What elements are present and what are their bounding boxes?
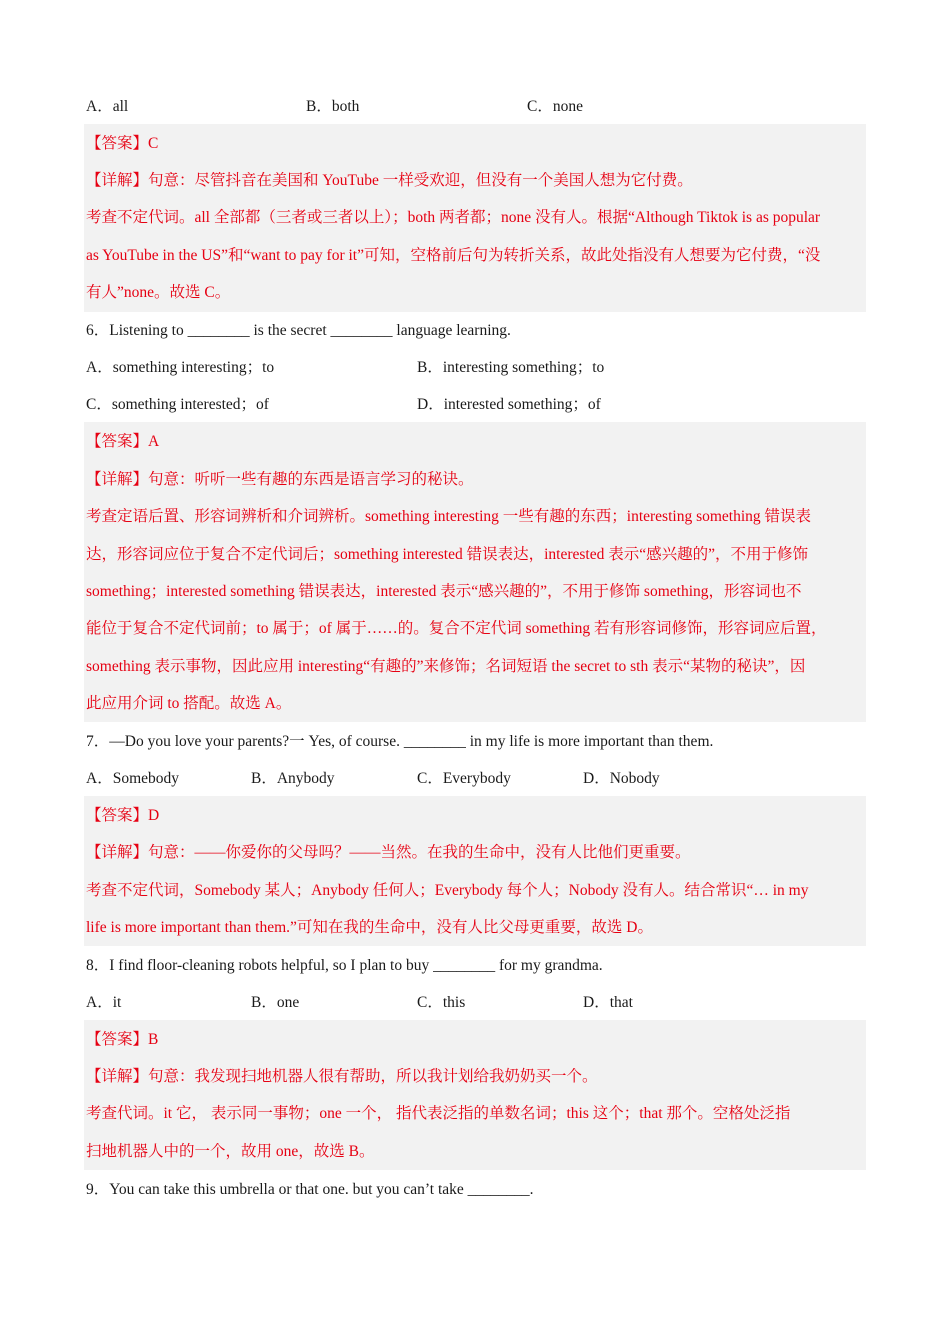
q5-detail-line-1: 【详解】句意：尽管抖音在美国和 YouTube 一样受欢迎，但没有一个美国人想为它付费。 — [86, 172, 693, 189]
q7-detail-line-2: 考查不定代词，Somebody 某人；Anybody 任何人；Everybody 每个人；Nobody 没有人。结合常识“… in my — [86, 882, 809, 899]
q8-detail-line-2: 考查代词。it 它， 表示同一事物；one 一个， 指代表泛指的单数名词；this 这个；that 那个。空格处泛指 — [86, 1105, 791, 1122]
q6-option-a: A．something interesting；to — [86, 359, 275, 376]
q5-detail-line-2: 考查不定代词。all 全部都（三者或三者以上）；both 两者都；none 没有人。根据“Although Tiktok is as popular — [86, 209, 821, 226]
q6-detail-line-2: 考查定语后置、形容词辨析和介词辨析。something interesting 一些有趣的东西；interesting something 错误表 — [86, 508, 812, 525]
q6-option-b: B．interesting something；to — [417, 359, 605, 376]
q5-option-b: B．both — [306, 98, 360, 115]
q7-answer: 【答案】D — [86, 807, 160, 824]
q5-detail-line-4: 有人”none。故选 C。 — [86, 284, 231, 301]
q8-option-d: D．that — [583, 994, 633, 1011]
q6-option-c: C．something interested；of — [86, 396, 269, 413]
q8-stem: 8．I find floor-cleaning robots helpful, so I plan to buy ________ for my grandma. — [86, 957, 603, 974]
q7-option-d: D．Nobody — [583, 770, 660, 787]
q6-stem: 6．Listening to ________ is the secret ________ language learning. — [86, 322, 511, 339]
q7-stem: 7．—Do you love your parents?一 Yes, of course. ________ in my life is more important than them. — [86, 733, 714, 750]
q6-answer-box — [84, 422, 866, 722]
q7-detail-line-1: 【详解】句意：——你爱你的父母吗？——当然。在我的生命中，没有人比他们更重要。 — [86, 844, 691, 861]
q8-answer: 【答案】B — [86, 1031, 159, 1048]
q9-stem: 9．You can take this umbrella or that one. but you can’t take ________. — [86, 1181, 534, 1198]
q8-detail-line-1: 【详解】句意：我发现扫地机器人很有帮助，所以我计划给我奶奶买一个。 — [86, 1068, 598, 1085]
q8-option-a: A．it — [86, 994, 122, 1011]
q5-answer: 【答案】C — [86, 135, 159, 152]
q6-detail-line-4: something；interested something 错误表达，interested 表示“感兴趣的”，不用于修饰 something，形容词也不 — [86, 583, 802, 600]
q6-detail-line-7: 此应用介词 to 搭配。故选 A。 — [86, 695, 292, 712]
q5-detail-line-3: as YouTube in the US”和“want to pay for it”可知，空格前后句为转折关系，故此处指没有人想要为它付费，“没 — [86, 247, 821, 264]
q7-option-a: A．Somebody — [86, 770, 180, 787]
q7-option-b: B．Anybody — [251, 770, 335, 787]
q6-answer: 【答案】A — [86, 433, 160, 450]
q6-option-d: D．interested something；of — [417, 396, 601, 413]
q8-detail-line-3: 扫地机器人中的一个，故用 one，故选 B。 — [86, 1143, 375, 1160]
q6-detail-line-1: 【详解】句意：听听一些有趣的东西是语言学习的秘诀。 — [86, 471, 474, 488]
q5-option-a: A．all — [86, 98, 129, 115]
q7-detail-line-3: life is more important than them.”可知在我的生命中，没有人比父母更重要，故选 D。 — [86, 919, 653, 936]
q8-option-c: C．this — [417, 994, 466, 1011]
q7-option-c: C．Everybody — [417, 770, 511, 787]
q8-option-b: B．one — [251, 994, 300, 1011]
q6-detail-line-3: 达，形容词应位于复合不定代词后；something interested 错误表达，interested 表示“感兴趣的”，不用于修饰 — [86, 546, 808, 563]
q5-option-c: C．none — [527, 98, 583, 115]
q6-detail-line-6: something 表示事物，因此应用 interesting“有趣的”来修饰；名词短语 the secret to sth 表示“某物的秘诀”，因 — [86, 658, 806, 675]
q6-detail-line-5: 能位于复合不定代词前；to 属于；of 属于……的。复合不定代词 something 若有形容词修饰，形容词应后置， — [86, 620, 827, 637]
